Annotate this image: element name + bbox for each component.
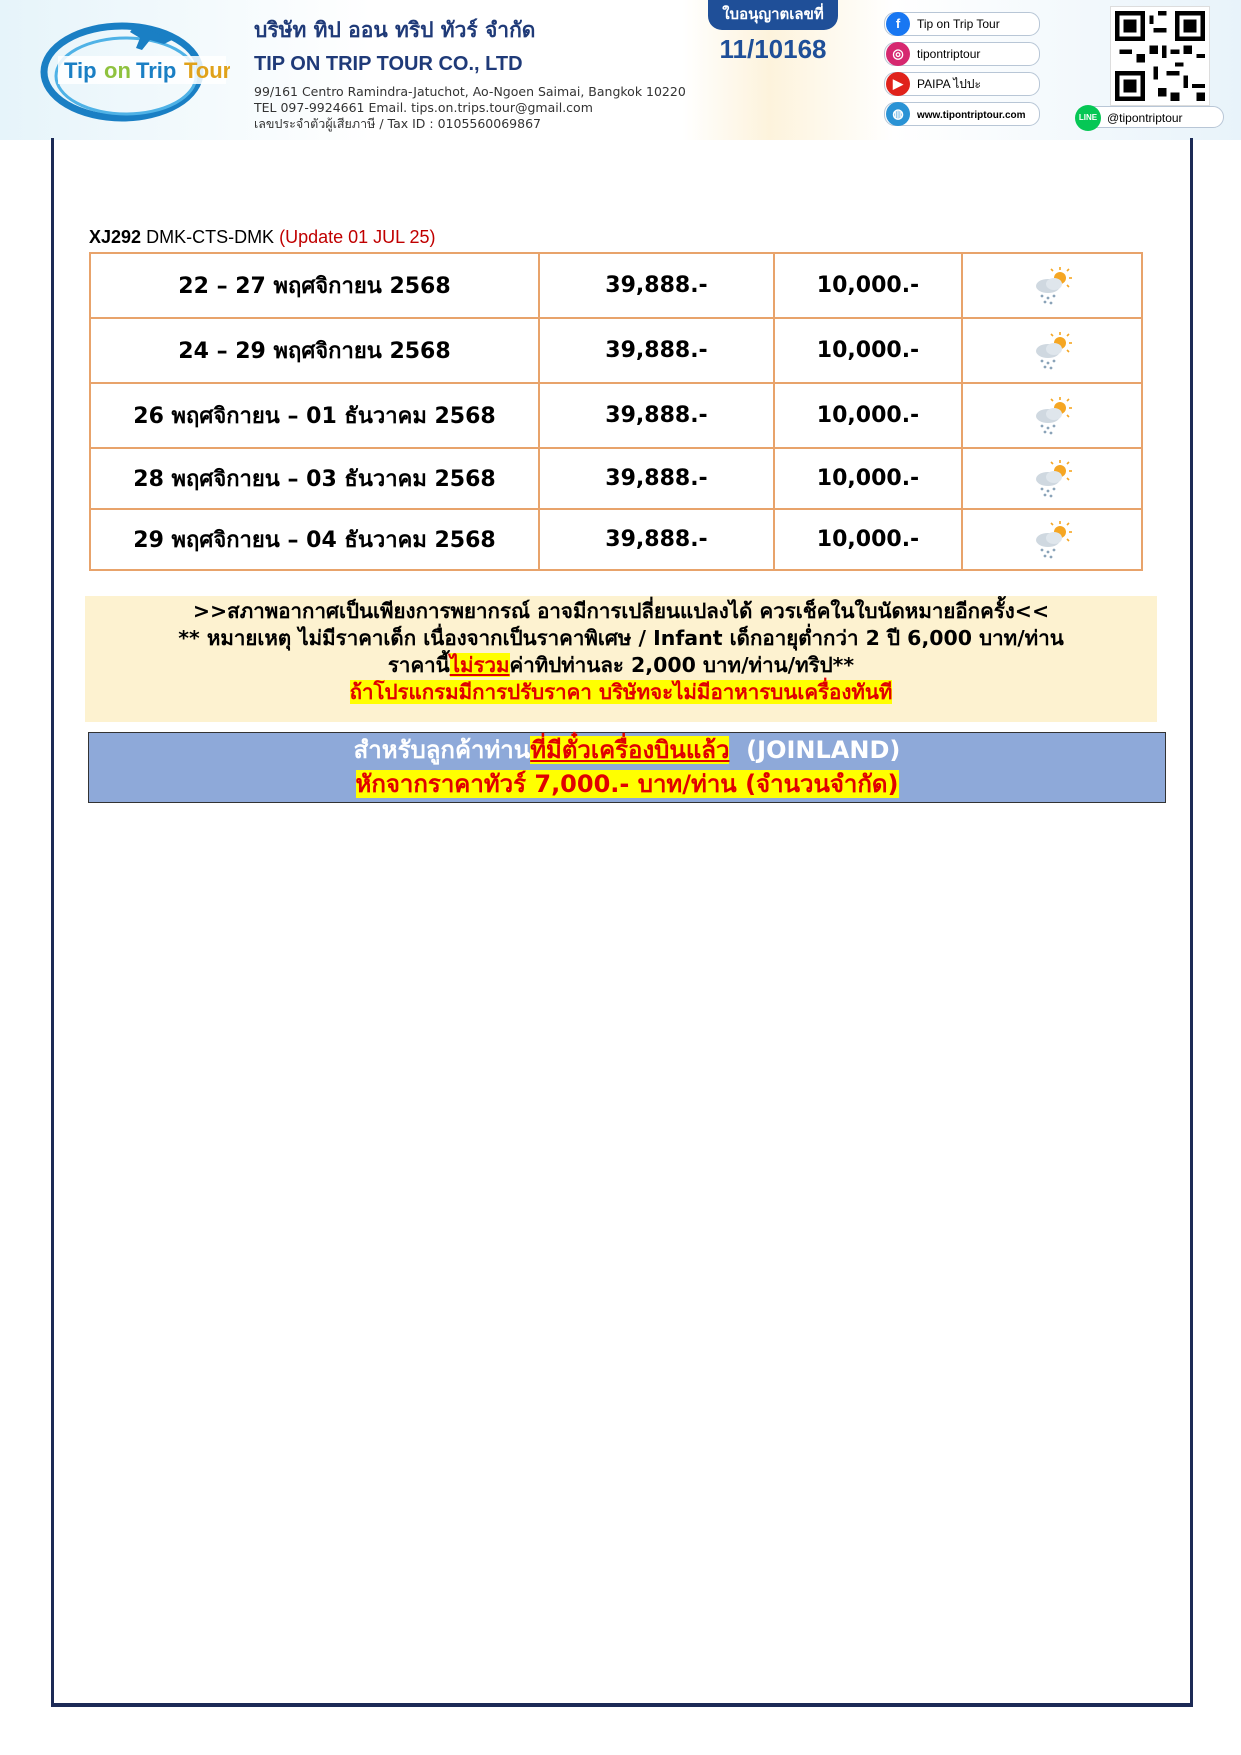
joinland-prefix: สำหรับลูกค้าท่าน — [353, 736, 531, 764]
joinland-box — [88, 732, 1166, 803]
weather-cell — [962, 448, 1142, 509]
notice-box — [85, 596, 1157, 722]
joinland-line1 — [89, 733, 1165, 767]
instagram-icon: ◎ — [886, 42, 910, 66]
weather-cell — [962, 318, 1142, 383]
table-row — [90, 448, 1142, 509]
qr-code-graphic — [1115, 11, 1205, 101]
company-info — [254, 14, 686, 132]
line-id-label: @tipontriptour — [1107, 111, 1183, 125]
single-supplement: 10,000.- — [774, 318, 962, 383]
snow-sun-icon — [1030, 331, 1074, 371]
flight-label — [89, 227, 436, 248]
svg-text:on: on — [104, 58, 131, 83]
line-icon: LINE — [1075, 105, 1101, 131]
license-badge — [694, 0, 852, 62]
social-facebook[interactable] — [884, 12, 1040, 36]
single-supplement: 10,000.- — [774, 383, 962, 448]
company-logo — [40, 10, 230, 128]
table-row — [90, 383, 1142, 448]
table-row — [90, 253, 1142, 318]
social-label: www.tipontriptour.com — [917, 110, 1026, 121]
weather-cell — [962, 509, 1142, 570]
single-supplement: 10,000.- — [774, 253, 962, 318]
tour-price: 39,888.- — [539, 383, 774, 448]
joinland-highlight: ที่มีตั๋วเครื่องบินแล้ว — [530, 736, 730, 764]
svg-text:Trip: Trip — [136, 58, 177, 83]
weather-cell — [962, 253, 1142, 318]
single-supplement: 10,000.- — [774, 509, 962, 570]
line-contact[interactable] — [1076, 106, 1224, 128]
travel-dates: 24 – 29 พฤศจิกายน 2568 — [90, 318, 539, 383]
company-name-english: TIP ON TRIP TOUR CO., LTD — [254, 53, 523, 75]
snow-sun-icon — [1030, 520, 1074, 560]
svg-text:Tip: Tip — [64, 58, 97, 83]
facebook-icon: f — [886, 12, 910, 36]
flight-code: XJ292 — [89, 227, 142, 247]
social-youtube[interactable] — [884, 72, 1040, 96]
joinland-line2-wrap — [89, 767, 1165, 801]
weather-notice: >>สภาพอากาศเป็นเพียงการพยากรณ์ อาจมีการเปลี่ยนแปลงได้ ควรเช็คในใบนัดหมายอีกครั้ง<< — [192, 599, 1050, 623]
tour-price: 39,888.- — [539, 448, 774, 509]
flight-update: (Update 01 JUL 25) — [279, 227, 436, 247]
youtube-icon: ▶ — [886, 72, 910, 96]
table-row — [90, 509, 1142, 570]
price-table — [89, 252, 1143, 571]
travel-dates: 26 พฤศจิกายน – 01 ธันวาคม 2568 — [90, 383, 539, 448]
travel-dates: 29 พฤศจิกายน – 04 ธันวาคม 2568 — [90, 509, 539, 570]
company-address: 99/161 Centro Ramindra-Jatuchot, Ao-Ngoen Saimai, Bangkok 10220 — [254, 84, 686, 99]
logo-graphic — [40, 10, 230, 128]
company-contact: TEL 097-9924661 Email. tips.on.trips.tour@gmail.com — [254, 100, 593, 115]
snow-sun-icon — [1030, 396, 1074, 436]
joinland-suffix: (JOINLAND) — [729, 736, 901, 764]
snow-sun-icon — [1030, 266, 1074, 306]
weather-cell — [962, 383, 1142, 448]
social-instagram[interactable] — [884, 42, 1040, 66]
tip-prefix: ราคานี้ — [387, 653, 450, 677]
qr-code — [1110, 6, 1210, 106]
social-website[interactable] — [884, 102, 1040, 126]
tip-highlight: ไม่รวม — [449, 653, 510, 677]
tip-suffix: ค่าทิปท่านละ 2,000 บาท/ท่าน/ทริป** — [509, 653, 855, 677]
company-name-thai: บริษัท ทิป ออน ทริป ทัวร์ จำกัด — [254, 18, 536, 42]
tour-price: 39,888.- — [539, 253, 774, 318]
table-row — [90, 318, 1142, 383]
tip-notice — [85, 652, 1157, 679]
joinland-discount: หักจากราคาทัวร์ 7,000.- บาท/ท่าน (จำนวนจำกัด) — [355, 770, 899, 798]
travel-dates: 22 – 27 พฤศจิกายน 2568 — [90, 253, 539, 318]
tour-price: 39,888.- — [539, 318, 774, 383]
social-links — [884, 12, 1040, 132]
flight-route: DMK-CTS-DMK — [146, 227, 275, 247]
web-icon: ◍ — [886, 102, 910, 126]
travel-dates: 28 พฤศจิกายน – 03 ธันวาคม 2568 — [90, 448, 539, 509]
snow-sun-icon — [1030, 459, 1074, 499]
child-notice: ** หมายเหตุ ไม่มีราคาเด็ก เนื่องจากเป็นราคาพิเศษ / Infant เด็กอายุต่ำกว่า 2 ปี 6,000 บาท/ท่าน — [178, 626, 1064, 650]
social-label: tipontriptour — [917, 47, 981, 61]
tour-price: 39,888.- — [539, 509, 774, 570]
meal-notice: ถ้าโปรแกรมมีการปรับราคา บริษัทจะไม่มีอาหารบนเครื่องทันที — [349, 680, 893, 704]
license-number: 11/10168 — [719, 34, 827, 64]
letterhead — [0, 0, 1241, 140]
svg-text:Tour: Tour — [184, 58, 230, 83]
license-label: ใบอนุญาตเลขที่ — [708, 0, 838, 30]
meal-notice-line — [85, 679, 1157, 706]
company-tax-id: เลขประจำตัวผู้เสียภาษี / Tax ID : 0105560069867 — [254, 116, 541, 131]
social-label: Tip on Trip Tour — [917, 17, 1000, 31]
single-supplement: 10,000.- — [774, 448, 962, 509]
social-label: PAIPA ไปปะ — [917, 77, 981, 91]
